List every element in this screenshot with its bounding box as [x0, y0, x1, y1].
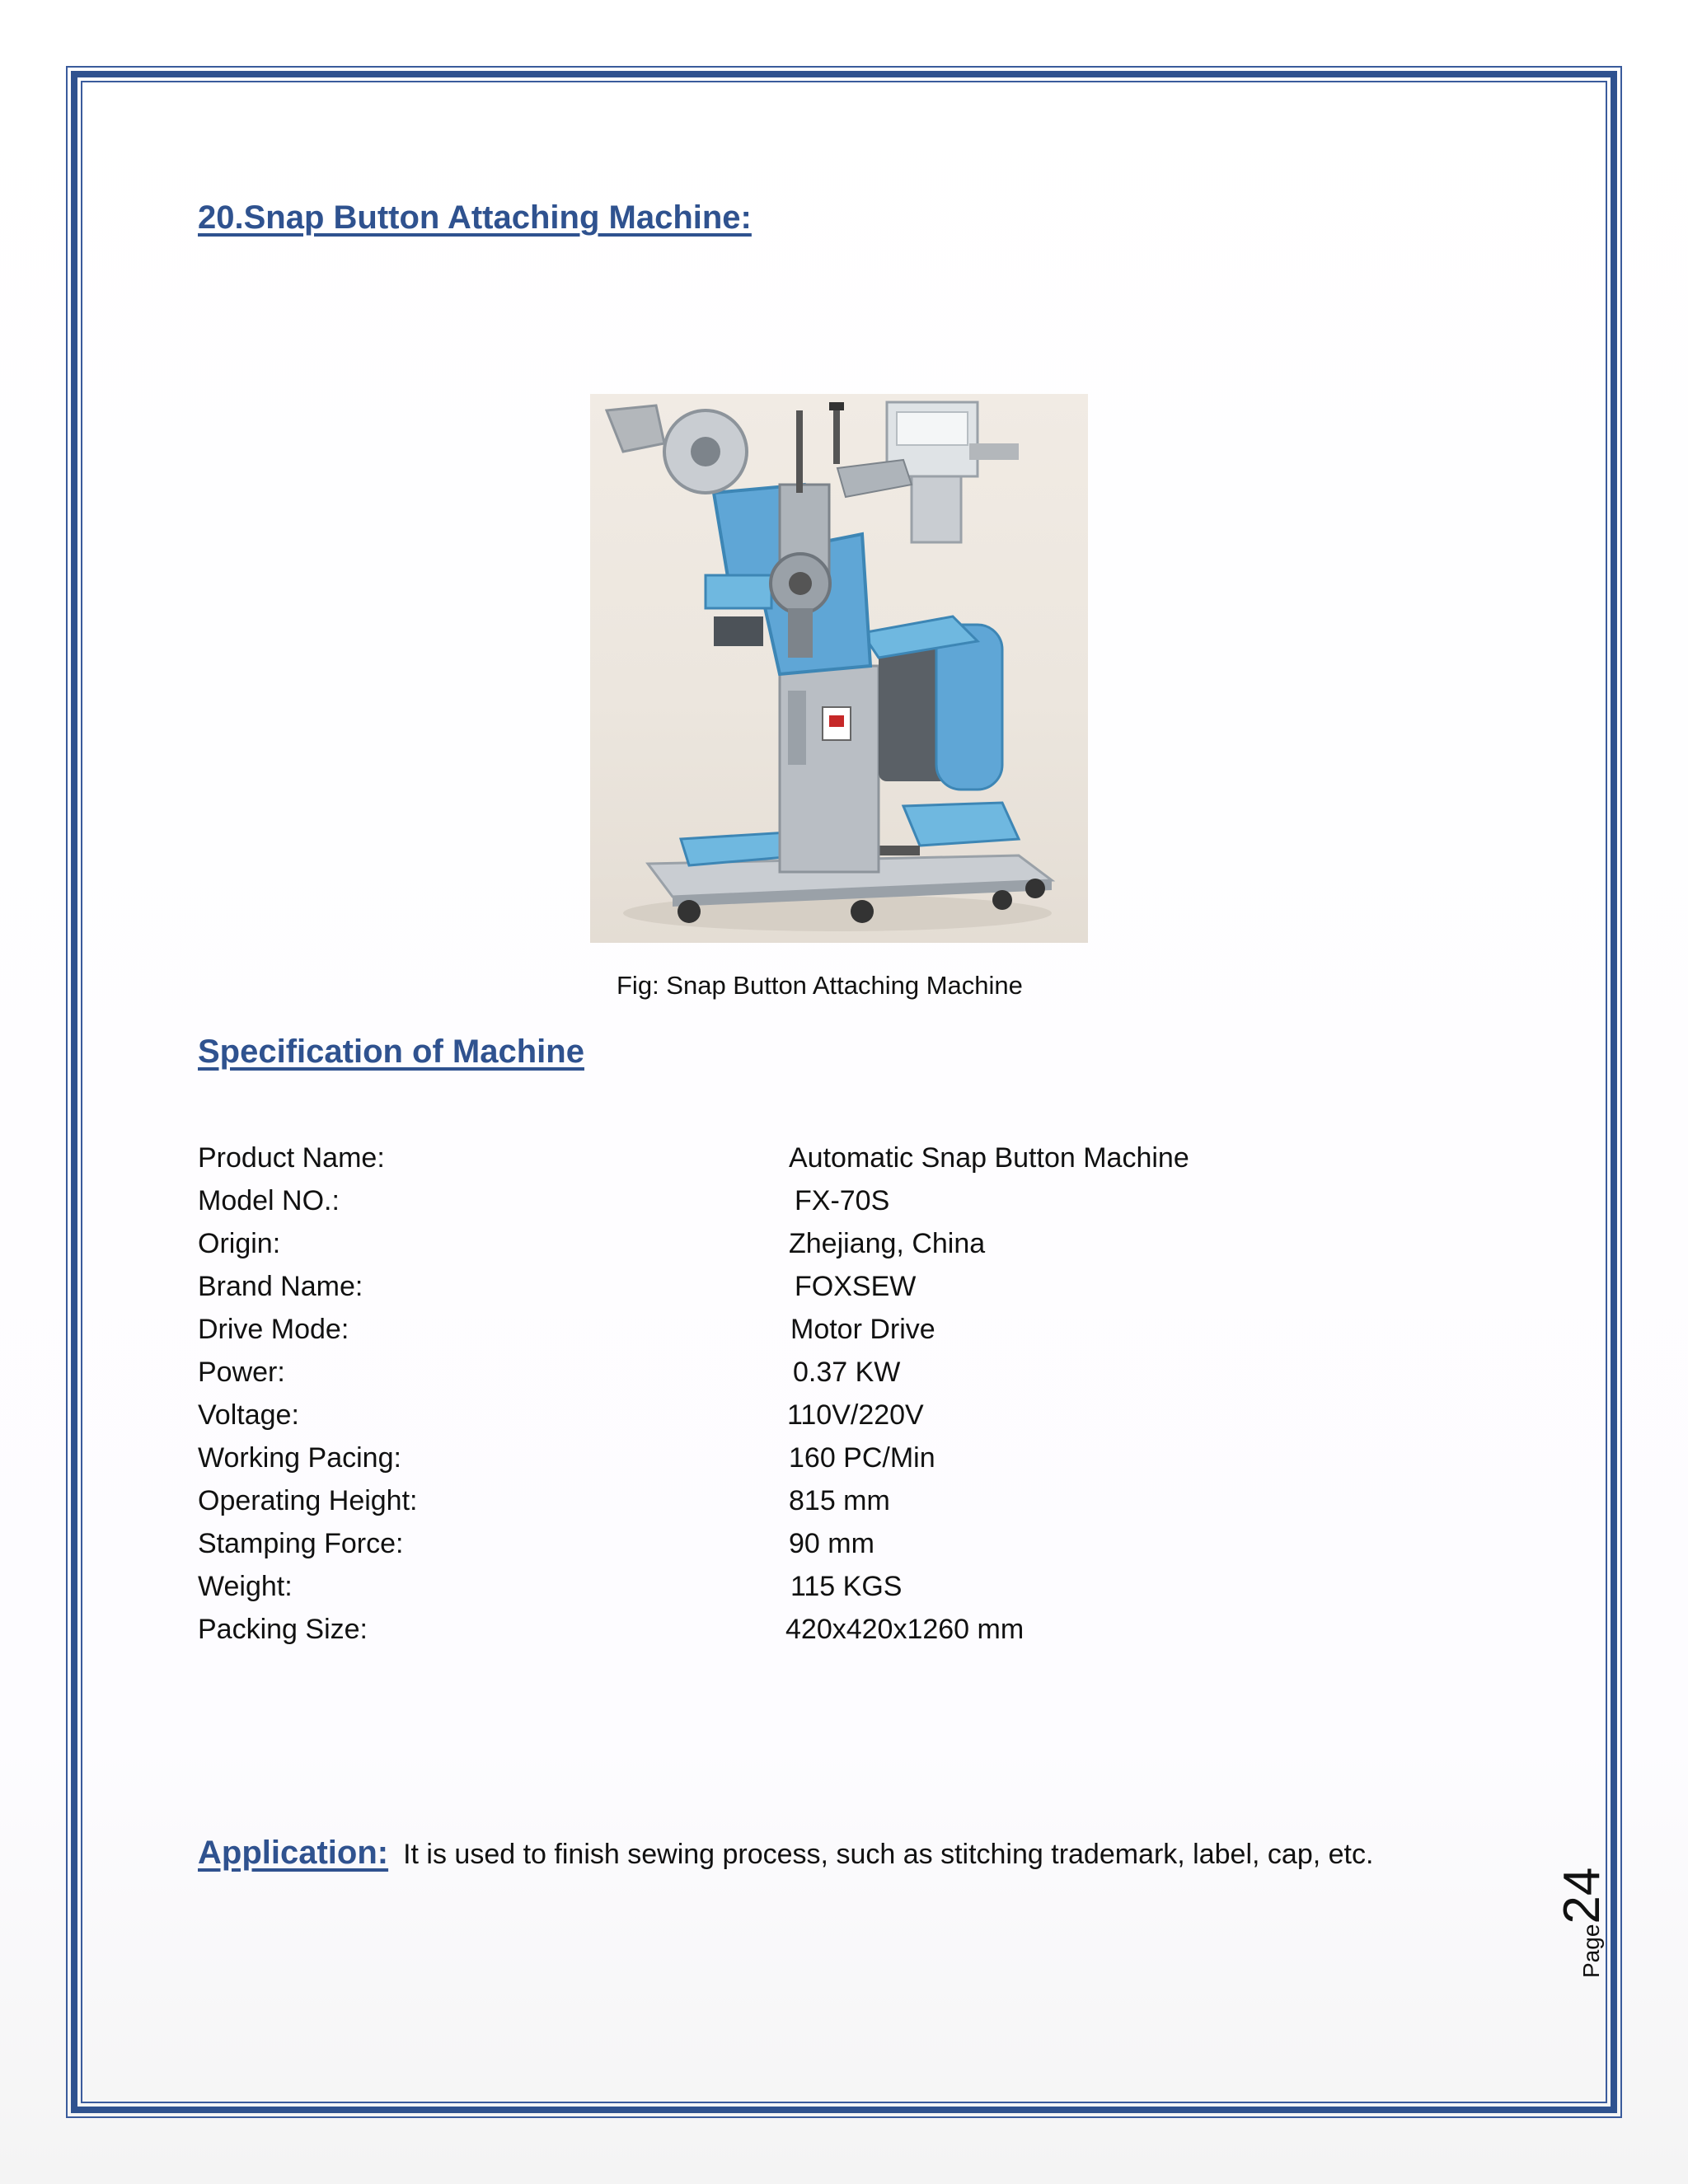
spec-row — [198, 1485, 1352, 1526]
spec-value: FOXSEW — [795, 1271, 917, 1302]
spec-value: Automatic Snap Button Machine — [789, 1142, 1189, 1174]
spec-label: Product Name: — [198, 1142, 385, 1174]
spec-label: Origin: — [198, 1228, 281, 1259]
spec-value: Zhejiang, China — [789, 1228, 986, 1259]
section-title: 20.Snap Button Attaching Machine: — [198, 199, 752, 236]
spec-value: 110V/220V — [787, 1399, 924, 1431]
snap-button-machine-illustration — [590, 394, 1088, 943]
spec-value: 90 mm — [789, 1528, 874, 1559]
page-word: Page — [1578, 1924, 1604, 1978]
page-number-value: 24 — [1554, 1867, 1611, 1924]
spec-value: 815 mm — [789, 1485, 890, 1516]
spec-label: Stamping Force: — [198, 1528, 404, 1559]
spec-row — [198, 1442, 1352, 1483]
spec-row — [198, 1571, 1352, 1612]
spec-row — [198, 1228, 1352, 1269]
spec-row — [198, 1357, 1352, 1398]
spec-label: Brand Name: — [198, 1271, 363, 1302]
spec-value: 160 PC/Min — [789, 1442, 935, 1474]
page-border-inner — [81, 81, 1607, 2103]
spec-value: Motor Drive — [790, 1314, 935, 1345]
spec-label: Model NO.: — [198, 1185, 340, 1216]
spec-heading: Specification of Machine — [198, 1033, 584, 1070]
spec-value: FX-70S — [795, 1185, 890, 1216]
machine-photo — [590, 394, 1088, 943]
figure-caption: Fig: Snap Button Attaching Machine — [617, 971, 1023, 1000]
page-number — [1553, 1868, 1611, 1978]
spec-row — [198, 1528, 1352, 1569]
spec-row — [198, 1399, 1352, 1441]
spec-label: Working Pacing: — [198, 1442, 401, 1474]
spec-row — [198, 1142, 1352, 1183]
application-label: Application: — [198, 1835, 389, 1871]
spec-value: 115 KGS — [790, 1571, 903, 1602]
spec-label: Weight: — [198, 1571, 293, 1602]
spec-row — [198, 1185, 1352, 1226]
spec-row — [198, 1271, 1352, 1312]
spec-label: Operating Height: — [198, 1485, 418, 1516]
application-line — [198, 1835, 1373, 1872]
spec-value: 420x420x1260 mm — [785, 1614, 1025, 1645]
spec-row — [198, 1314, 1352, 1355]
spec-label: Voltage: — [198, 1399, 299, 1431]
spec-value: 0.37 KW — [793, 1357, 901, 1388]
application-text: It is used to finish sewing process, such as stitching trademark, label, cap, etc. — [403, 1839, 1374, 1870]
spec-label: Drive Mode: — [198, 1314, 349, 1345]
spec-row — [198, 1614, 1352, 1655]
spec-label: Power: — [198, 1357, 285, 1388]
spec-label: Packing Size: — [198, 1614, 368, 1645]
